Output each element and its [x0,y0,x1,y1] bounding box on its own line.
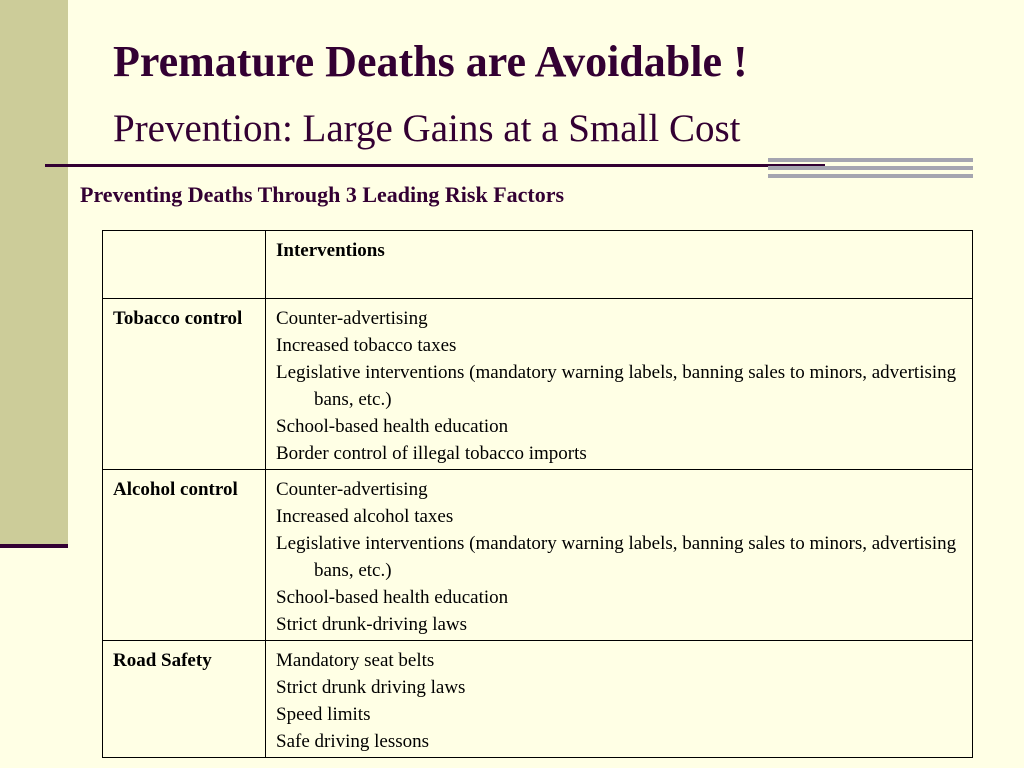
slide-subtitle: Prevention: Large Gains at a Small Cost [113,107,741,150]
section-heading: Preventing Deaths Through 3 Leading Risk Factors [80,182,565,207]
interventions-cell [266,470,973,641]
intervention-item: Speed limits [276,704,371,725]
interventions-cell [266,641,973,758]
intervention-item: School-based health education [276,587,509,608]
intervention-item: Counter-advertising [276,308,428,329]
intervention-item: Safe driving lessons [276,731,430,752]
row-factor-label: Alcohol control [113,479,238,500]
intervention-item: Strict drunk driving laws [276,677,466,698]
title-divider [45,164,825,167]
interventions-table [102,230,973,758]
intervention-item: Border control of illegal tobacco imports [276,443,587,464]
intervention-item: Strict drunk-driving laws [276,614,468,635]
header-factor-cell [103,231,266,299]
accent-rule [768,166,973,170]
intervention-item: Legislative interventions (mandatory warning labels, banning sales to minors, advertising bans, etc.) [276,533,957,581]
interventions-cell [266,299,973,470]
accent-rule [768,174,973,178]
accent-rule [768,158,973,162]
intervention-item: School-based health education [276,416,509,437]
table-row-road-safety [103,641,973,758]
table-row-tobacco [103,299,973,470]
row-factor-label: Road Safety [113,650,212,671]
slide-title: Premature Deaths are Avoidable ! [113,37,748,86]
row-factor-label: Tobacco control [113,308,243,329]
table-header-row [103,231,973,299]
intervention-item: Counter-advertising [276,479,428,500]
intervention-item: Legislative interventions (mandatory warning labels, banning sales to minors, advertising bans, etc.) [276,362,957,410]
intervention-item: Mandatory seat belts [276,650,435,671]
side-bar-underline [0,544,68,548]
intervention-item: Increased alcohol taxes [276,506,454,527]
intervention-item: Increased tobacco taxes [276,335,457,356]
table-row-alcohol [103,470,973,641]
side-decoration-bar [0,0,68,545]
header-interventions-cell: Interventions [266,231,973,299]
